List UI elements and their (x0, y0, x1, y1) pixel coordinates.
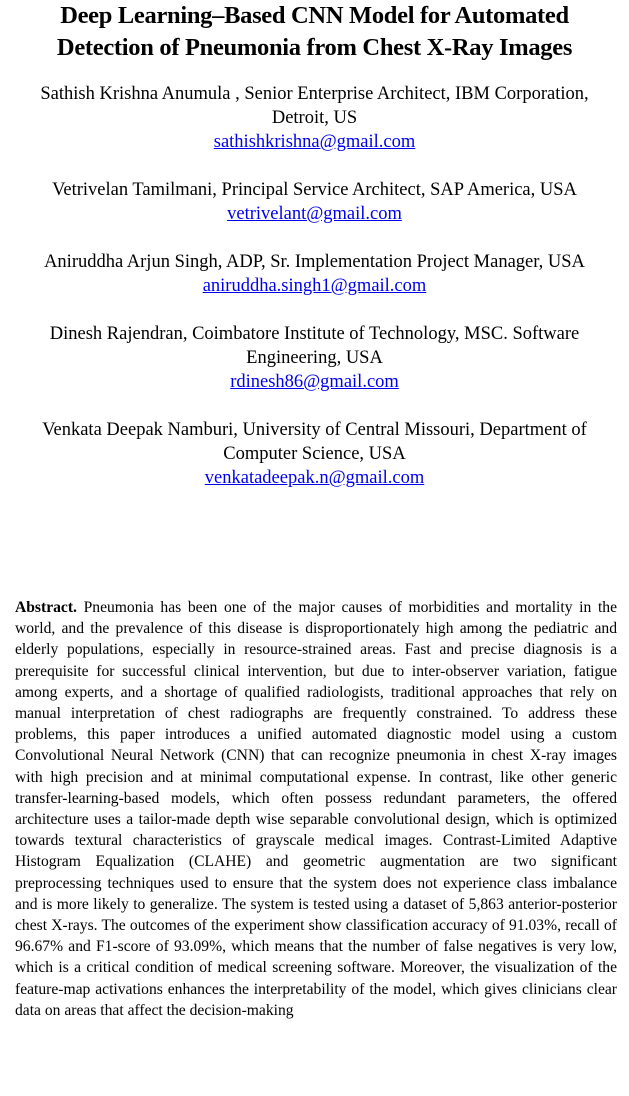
author-email-link[interactable]: aniruddha.singh1@gmail.com (202, 276, 427, 296)
abstract-text: Pneumonia has been one of the major causes of morbidities and mortality in the world, and the prevalence of this disease is disproportionately high among the pediatric and elderly populations, especially in resource-strained areas. Fast and precise diagnosis is a prerequisite for successful clinical intervention, but due to inter-observer variation, fatigue among experts, and a shortage of qualified radiologists, traditional approaches that rely on manual interpretation of chest radiographs are frequently constrained. To address these problems, this paper introduces a unified automated diagnostic model using a custom Convolutional Neural Network (CNN) that can recognize pneumonia in chest X-ray images with high precision and at minimal computational expense. In contrast, like other generic transfer-learning-based models, which often possess redundant parameters, the offered architecture uses a tailor-made depth wise separable convolutional design, which is optimized towards textural characteristics of grayscale medical images. Contrast-Limited Adaptive Histogram Equalization (CLAHE) and geometric augmentation are two significant preprocessing techniques used to ensure that the system does not experience class imbalance and is more likely to generalize. The system is tested using a dataset of 5,863 anterior-posterior chest X-rays. The outcomes of the experiment show classification accuracy of 91.03%, recall of 96.67% and F1-score of 93.09%, which means that the number of false negatives is very low, which is a critical condition of medical screening software. Moreover, the visualization of the feature-map activations enhances the interpretability of the model, which gives clinicians clear data on areas that affect the decision-making (15, 599, 617, 1019)
author-block (0, 82, 629, 154)
author-affiliation: Venkata Deepak Namburi, University of Central Missouri, Department of Computer Science, USA (42, 420, 587, 464)
author-email-link[interactable]: rdinesh86@gmail.com (230, 372, 399, 392)
author-block (0, 322, 629, 394)
author-block (0, 178, 629, 226)
author-affiliation: Aniruddha Arjun Singh, ADP, Sr. Implementation Project Manager, USA (44, 252, 585, 272)
abstract-paragraph (15, 597, 617, 1021)
paper-title-line-2: Detection of Pneumonia from Chest X-Ray Images (56, 34, 573, 61)
author-email-link[interactable]: vetrivelant@gmail.com (227, 204, 402, 224)
author-email-link[interactable]: sathishkrishna@gmail.com (213, 132, 416, 152)
author-block (0, 418, 629, 490)
paper-title (0, 0, 629, 64)
author-affiliation: Vetrivelan Tamilmani, Principal Service Architect, SAP America, USA (52, 180, 577, 200)
author-affiliation: Dinesh Rajendran, Coimbatore Institute of Technology, MSC. Software Engineering, USA (49, 324, 580, 368)
author-affiliation: Sathish Krishna Anumula , Senior Enterprise Architect, IBM Corporation, Detroit, US (40, 84, 589, 128)
author-block (0, 250, 629, 298)
author-list (0, 82, 629, 514)
author-email-link[interactable]: venkatadeepak.n@gmail.com (204, 468, 425, 488)
abstract-label: Abstract. (15, 599, 77, 616)
paper-title-line-1: Deep Learning–Based CNN Model for Automated (60, 2, 569, 29)
